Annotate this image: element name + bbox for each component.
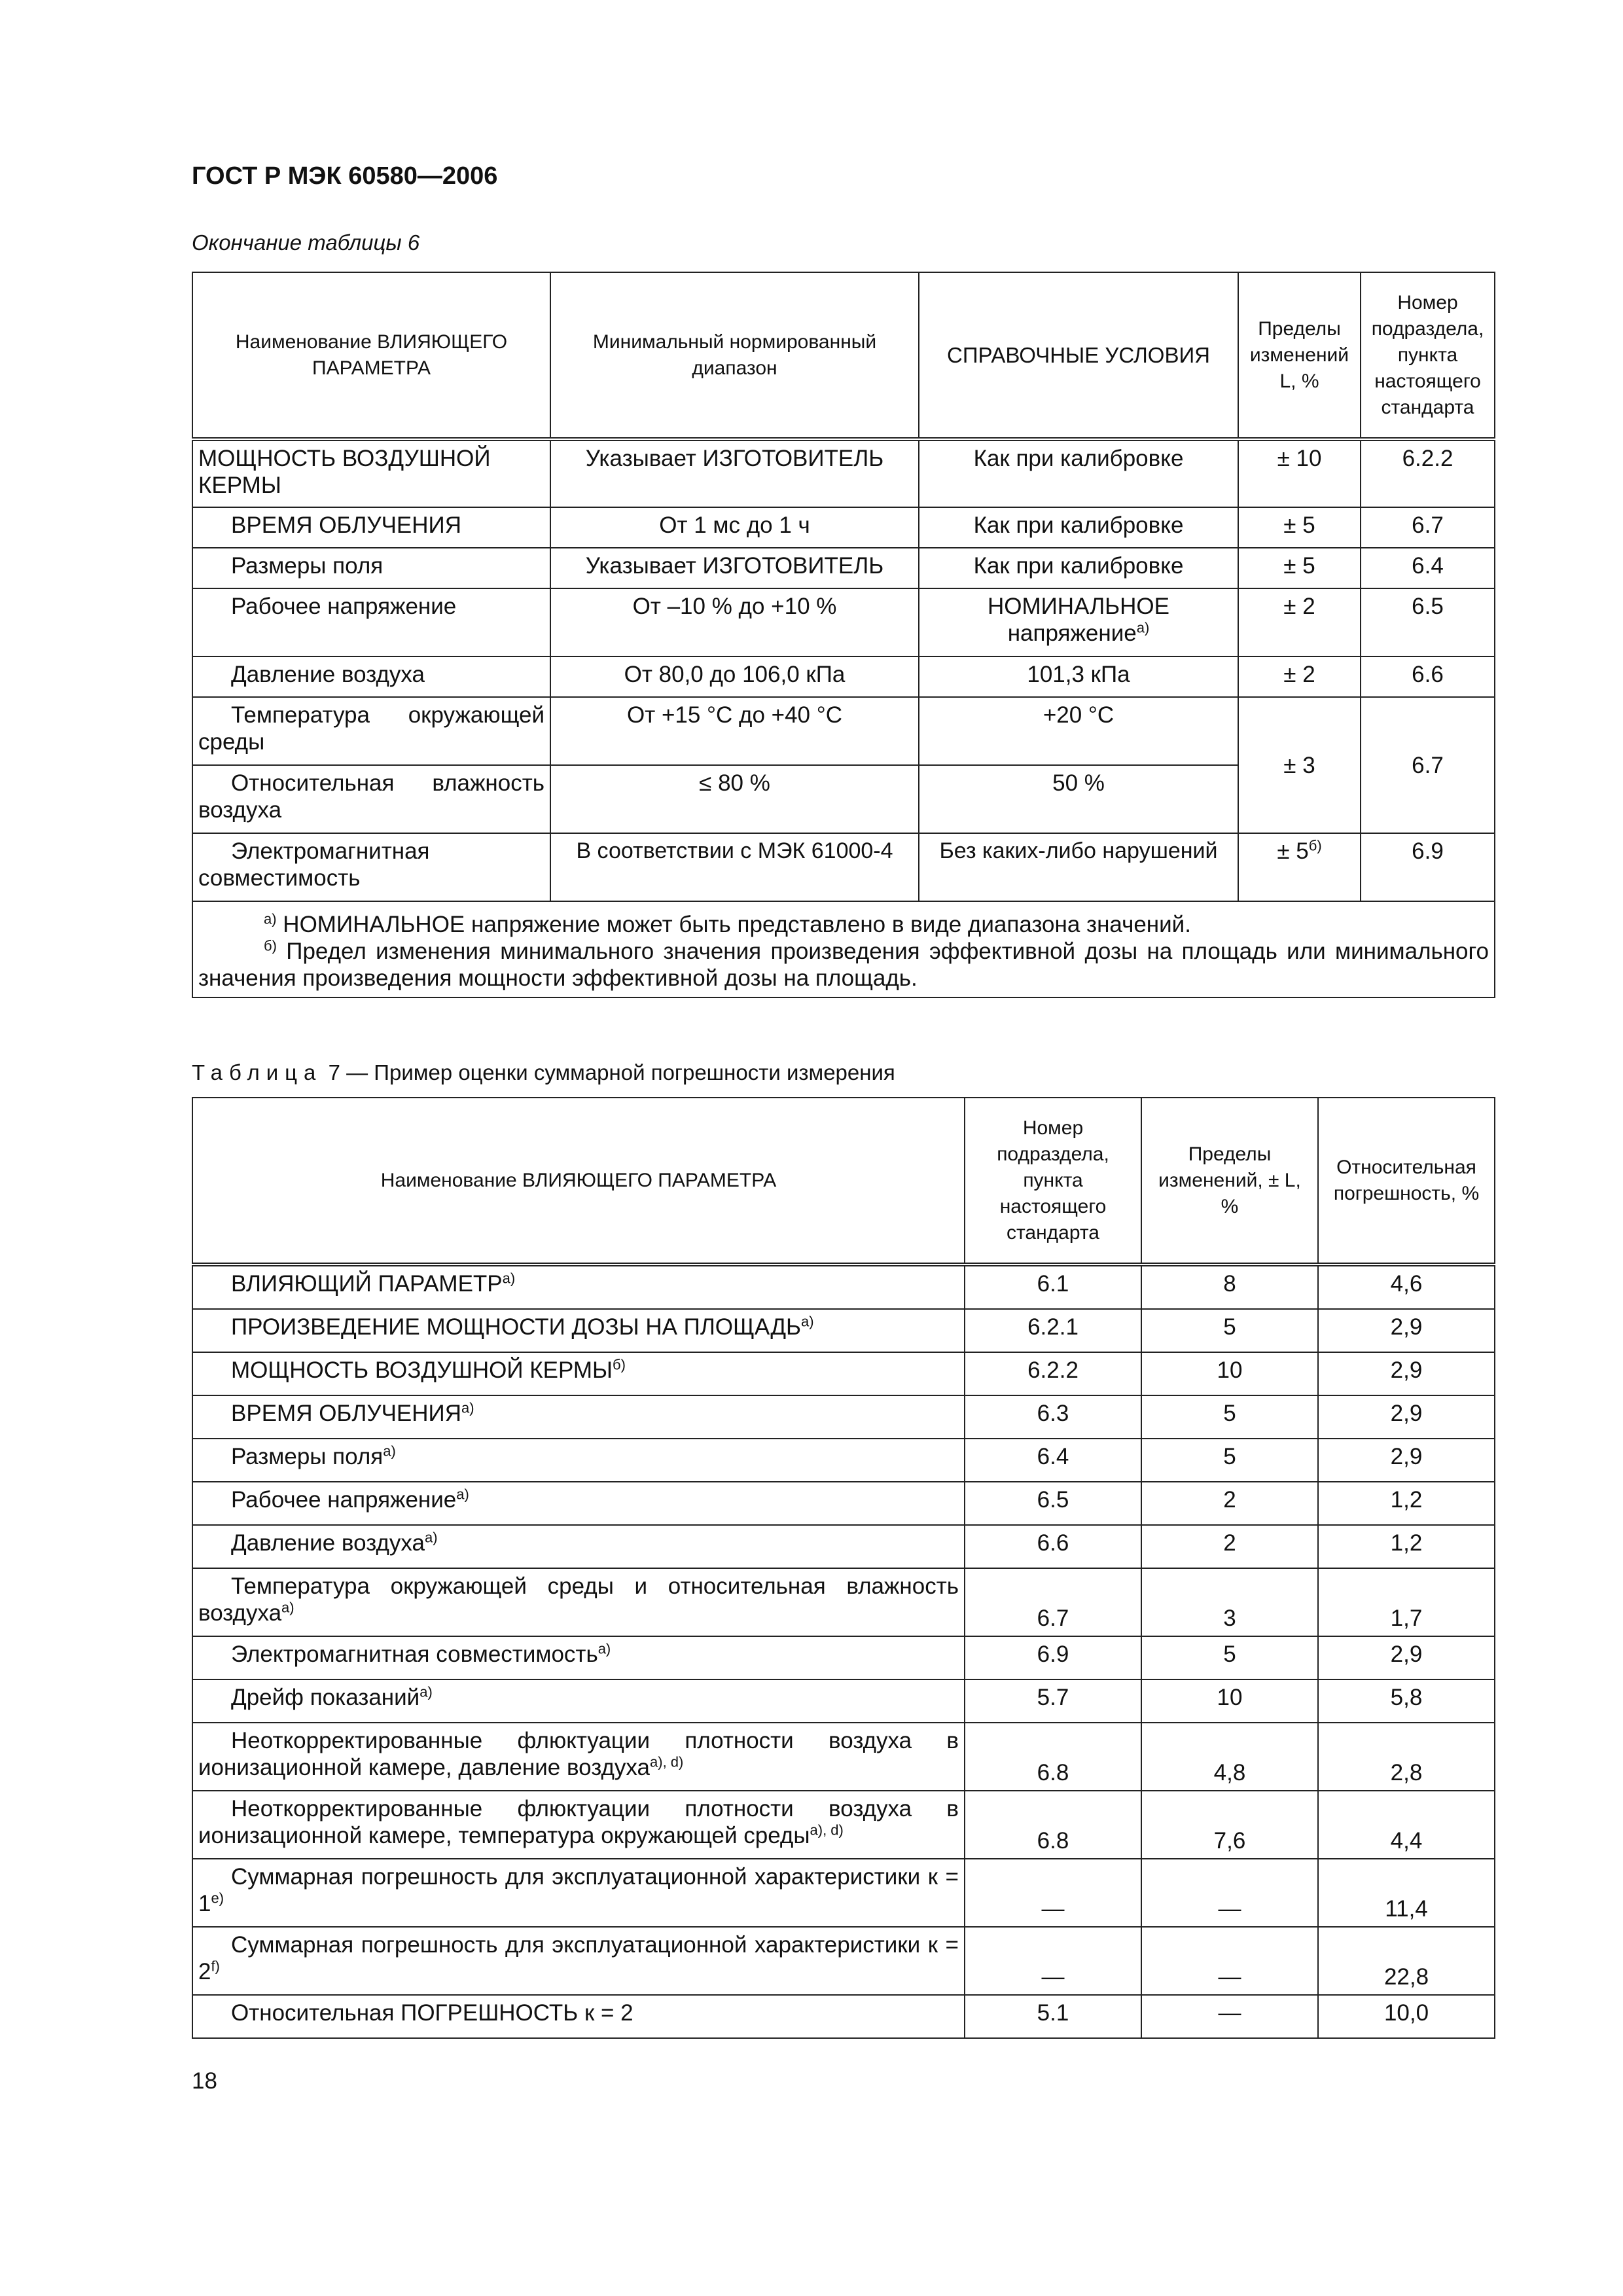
- t7-row-10-sup: a), d): [650, 1753, 684, 1770]
- t6-row-4-ref: 101,3 кПа: [919, 656, 1238, 697]
- t7-row-0-name-cell: [192, 1265, 965, 1309]
- t7-header-error: Относительная погрешность, %: [1318, 1098, 1495, 1265]
- t7-row-0-name: ВЛИЯЮЩИЙ ПАРАМЕТР: [231, 1271, 503, 1297]
- t7-row-13-limit: —: [1141, 1927, 1318, 1995]
- table-row: [192, 1352, 1495, 1395]
- t7-row-2-error: 2,9: [1318, 1352, 1495, 1395]
- document-title: ГОСТ Р МЭК 60580—2006: [192, 162, 498, 190]
- t7-row-9-error: 5,8: [1318, 1679, 1495, 1723]
- t6-row-3-name: Рабочее напряжение: [192, 588, 550, 656]
- table-row: [192, 1265, 1495, 1309]
- t7-row-8-error: 2,9: [1318, 1636, 1495, 1679]
- t7-row-6-error: 1,2: [1318, 1525, 1495, 1568]
- t6-row-2-name: Размеры поля: [192, 548, 550, 588]
- t7-row-5-name-cell: [192, 1482, 965, 1525]
- table-7: [192, 1097, 1495, 2039]
- t7-row-7-clause: 6.7: [965, 1568, 1141, 1636]
- t7-row-2-name-cell: [192, 1352, 965, 1395]
- t6-row-0-ref: Как при калибровке: [919, 439, 1238, 507]
- table-row: [192, 1309, 1495, 1352]
- table-row: [192, 1568, 1495, 1636]
- t7-row-0-limit: 8: [1141, 1265, 1318, 1309]
- t7-row-11-clause: 6.8: [965, 1791, 1141, 1859]
- table-row: [192, 1927, 1495, 1995]
- t7-row-6-name: Давление воздуха: [231, 1530, 425, 1556]
- table-row: [192, 1395, 1495, 1439]
- t7-row-11-error: 4,4: [1318, 1791, 1495, 1859]
- t6-row-3-ref: НОМИНАЛЬНОЕ напряжение: [988, 594, 1169, 646]
- t7-row-14-name: Относительная ПОГРЕШНОСТЬ к = 2: [231, 2000, 633, 2026]
- t7-row-8-limit: 5: [1141, 1636, 1318, 1679]
- t7-row-8-clause: 6.9: [965, 1636, 1141, 1679]
- table-row: [192, 1995, 1495, 2038]
- t7-row-4-name-cell: [192, 1439, 965, 1482]
- t7-row-3-clause: 6.3: [965, 1395, 1141, 1439]
- t7-row-7-sup: a): [281, 1599, 294, 1616]
- t7-row-1-clause: 6.2.1: [965, 1309, 1141, 1352]
- t7-row-6-limit: 2: [1141, 1525, 1318, 1568]
- t7-row-12-name: Суммарная погрешность для эксплуатационной характеристики к = 1: [198, 1864, 959, 1916]
- t6-row-4-limit: ± 2: [1238, 656, 1361, 697]
- table-row: [192, 1723, 1495, 1791]
- t6-row-6-name: Относительная влажность воздуха: [192, 765, 550, 833]
- t7-row-4-error: 2,9: [1318, 1439, 1495, 1482]
- t7-row-13-name-cell: [192, 1927, 965, 1995]
- table-row: [192, 1482, 1495, 1525]
- t6-row-5-name: Температура окружающей среды: [192, 697, 550, 765]
- t6-row-5-clause: 6.7: [1361, 697, 1495, 833]
- t6-note-a-text: НОМИНАЛЬНОЕ напряжение может быть представлено в виде диапазона значений.: [283, 912, 1191, 937]
- t6-row-3-ref-cell: [919, 588, 1238, 656]
- t6-row-2-clause: 6.4: [1361, 548, 1495, 588]
- t6-row-6-ref: 50 %: [919, 765, 1238, 833]
- t6-row-7-limit: ± 5: [1277, 838, 1309, 864]
- t7-row-9-sup: a): [419, 1683, 433, 1700]
- t7-row-5-sup: a): [456, 1486, 469, 1503]
- t7-row-13-sup: f): [211, 1958, 220, 1975]
- t7-row-13-clause: —: [965, 1927, 1141, 1995]
- t7-row-10-name-cell: [192, 1723, 965, 1791]
- table7-caption-rest: 7 — Пример оценки суммарной погрешности измерения: [328, 1060, 895, 1085]
- t7-row-14-error: 10,0: [1318, 1995, 1495, 2038]
- t7-header-limits: Пределы изменений, ± L, %: [1141, 1098, 1318, 1265]
- t7-row-8-sup: a): [597, 1640, 611, 1657]
- t6-note-b: [198, 938, 1489, 992]
- t7-row-12-name-cell: [192, 1859, 965, 1927]
- table6-caption: Окончание таблицы 6: [192, 230, 420, 255]
- t6-note-a: [198, 911, 1489, 938]
- t7-row-2-name: МОЩНОСТЬ ВОЗДУШНОЙ КЕРМЫ: [231, 1357, 613, 1383]
- t7-row-0-clause: 6.1: [965, 1265, 1141, 1309]
- t7-row-3-name-cell: [192, 1395, 965, 1439]
- t6-row-1-range: От 1 мс до 1 ч: [550, 507, 919, 548]
- t6-row-2-range: Указывает ИЗГОТОВИТЕЛЬ: [550, 548, 919, 588]
- table-row: [192, 1439, 1495, 1482]
- t7-row-10-clause: 6.8: [965, 1723, 1141, 1791]
- table-6: [192, 272, 1495, 998]
- table-row: [192, 1636, 1495, 1679]
- t6-header-reference: СПРАВОЧНЫЕ УСЛОВИЯ: [919, 272, 1238, 439]
- t7-row-4-sup: a): [383, 1443, 396, 1460]
- t6-row-5-range: От +15 °С до +40 °С: [550, 697, 919, 765]
- table-row: [192, 1791, 1495, 1859]
- t7-row-5-name: Рабочее напряжение: [231, 1487, 457, 1513]
- t7-header-parameter: Наименование ВЛИЯЮЩЕГО ПАРАМЕТРА: [192, 1098, 965, 1265]
- table-row: [192, 1679, 1495, 1723]
- t7-row-9-clause: 5.7: [965, 1679, 1141, 1723]
- t6-row-7-limit-sup: б): [1308, 837, 1322, 854]
- t7-row-11-name-cell: [192, 1791, 965, 1859]
- table-row: [192, 1859, 1495, 1927]
- t6-header-clause: Номер подраздела, пункта настоящего стандарта: [1361, 272, 1495, 439]
- t7-row-2-limit: 10: [1141, 1352, 1318, 1395]
- t7-row-11-limit: 7,6: [1141, 1791, 1318, 1859]
- t7-row-8-name: Электромагнитная совместимость: [231, 1641, 598, 1667]
- t6-note-b-mark: б): [264, 937, 277, 954]
- t6-row-7-limit-cell: [1238, 833, 1361, 901]
- t6-header-parameter: Наименование ВЛИЯЮЩЕГО ПАРАМЕТРА: [192, 272, 550, 439]
- t7-row-7-error: 1,7: [1318, 1568, 1495, 1636]
- t6-row-0-name: МОЩНОСТЬ ВОЗДУШНОЙ КЕРМЫ: [192, 439, 550, 507]
- t6-note-b-text: Предел изменения минимального значения произведения эффективной дозы на площадь или минимального значения произведения мощности эффективной дозы на площадь.: [198, 939, 1489, 991]
- t7-row-1-name-cell: [192, 1309, 965, 1352]
- t7-row-12-limit: —: [1141, 1859, 1318, 1927]
- t6-row-5-limit: ± 3: [1238, 697, 1361, 833]
- page-number: 18: [192, 2068, 217, 2094]
- t7-row-5-error: 1,2: [1318, 1482, 1495, 1525]
- t6-notes: [192, 901, 1495, 997]
- t6-row-2-limit: ± 5: [1238, 548, 1361, 588]
- t7-row-11-name: Неоткорректированные флюктуации плотности воздуха в ионизационной камере, температура окружающей среды: [198, 1796, 959, 1848]
- t6-row-0-clause: 6.2.2: [1361, 439, 1495, 507]
- t7-row-10-error: 2,8: [1318, 1723, 1495, 1791]
- t6-row-7-range: В соответствии с МЭК 61000-4: [550, 833, 919, 901]
- t6-row-6-range: ≤ 80 %: [550, 765, 919, 833]
- t6-header-range: Минимальный нормированный диапазон: [550, 272, 919, 439]
- t6-row-1-clause: 6.7: [1361, 507, 1495, 548]
- table-row: [192, 1525, 1495, 1568]
- t7-row-1-limit: 5: [1141, 1309, 1318, 1352]
- t7-row-12-sup: e): [211, 1890, 224, 1907]
- t6-row-3-range: От –10 % до +10 %: [550, 588, 919, 656]
- t6-row-3-limit: ± 2: [1238, 588, 1361, 656]
- t6-row-1-name: ВРЕМЯ ОБЛУЧЕНИЯ: [192, 507, 550, 548]
- t7-row-4-name: Размеры поля: [231, 1444, 383, 1469]
- t7-row-9-name: Дрейф показаний: [231, 1685, 420, 1710]
- t7-row-1-sup: a): [801, 1313, 814, 1330]
- t7-row-7-name-cell: [192, 1568, 965, 1636]
- table7-caption-word: Таблица: [192, 1060, 323, 1085]
- t6-row-1-limit: ± 5: [1238, 507, 1361, 548]
- t7-row-1-name: ПРОИЗВЕДЕНИЕ МОЩНОСТИ ДОЗЫ НА ПЛОЩАДЬ: [231, 1314, 802, 1340]
- t6-row-4-clause: 6.6: [1361, 656, 1495, 697]
- t7-body: [192, 1265, 1495, 2038]
- t6-row-0-range: Указывает ИЗГОТОВИТЕЛЬ: [550, 439, 919, 507]
- t7-row-0-error: 4,6: [1318, 1265, 1495, 1309]
- t7-row-12-error: 11,4: [1318, 1859, 1495, 1927]
- t6-row-1-ref: Как при калибровке: [919, 507, 1238, 548]
- t7-row-4-limit: 5: [1141, 1439, 1318, 1482]
- t6-row-3-ref-sup: a): [1136, 619, 1150, 636]
- t6-row-4-name: Давление воздуха: [192, 656, 550, 697]
- t7-row-5-limit: 2: [1141, 1482, 1318, 1525]
- t7-row-6-name-cell: [192, 1525, 965, 1568]
- t7-row-3-error: 2,9: [1318, 1395, 1495, 1439]
- t6-row-7-ref: Без каких-либо нарушений: [919, 833, 1238, 901]
- t7-row-0-sup: a): [502, 1270, 516, 1287]
- t6-row-5-ref: +20 °С: [919, 697, 1238, 765]
- t6-header-limits: [1238, 272, 1361, 439]
- t7-row-13-error: 22,8: [1318, 1927, 1495, 1995]
- t6-row-2-ref: Как при калибровке: [919, 548, 1238, 588]
- t6-row-0-limit: ± 10: [1238, 439, 1361, 507]
- t7-row-2-clause: 6.2.2: [965, 1352, 1141, 1395]
- t6-row-4-range: От 80,0 до 106,0 кПа: [550, 656, 919, 697]
- t7-row-8-name-cell: [192, 1636, 965, 1679]
- t7-row-2-sup: б): [613, 1356, 626, 1373]
- t7-row-3-name: ВРЕМЯ ОБЛУЧЕНИЯ: [231, 1401, 461, 1426]
- t7-row-6-sup: a): [424, 1529, 438, 1546]
- t7-header-clause: Номер подраздела, пункта настоящего стандарта: [965, 1098, 1141, 1265]
- t7-row-13-name: Суммарная погрешность для эксплуатационной характеристики к = 2: [198, 1932, 959, 1984]
- t7-row-10-limit: 4,8: [1141, 1723, 1318, 1791]
- t7-row-3-limit: 5: [1141, 1395, 1318, 1439]
- t7-row-14-limit: —: [1141, 1995, 1318, 2038]
- t7-row-9-limit: 10: [1141, 1679, 1318, 1723]
- t6-row-7-name: Электромагнитная совместимость: [192, 833, 550, 901]
- t7-row-6-clause: 6.6: [965, 1525, 1141, 1568]
- t7-row-3-sup: a): [461, 1399, 474, 1416]
- t7-row-9-name-cell: [192, 1679, 965, 1723]
- t6-row-3-clause: 6.5: [1361, 588, 1495, 656]
- t7-row-12-clause: —: [965, 1859, 1141, 1927]
- t6-header-limits-text: Пределы изменений L, %: [1249, 317, 1349, 392]
- t7-row-7-name: Температура окружающей среды и относительная влажность воздуха: [198, 1573, 959, 1626]
- t7-row-1-error: 2,9: [1318, 1309, 1495, 1352]
- t7-row-5-clause: 6.5: [965, 1482, 1141, 1525]
- t7-row-14-name-cell: [192, 1995, 965, 2038]
- t7-row-4-clause: 6.4: [965, 1439, 1141, 1482]
- t6-note-a-mark: a): [264, 910, 277, 927]
- table7-caption: [192, 1060, 895, 1085]
- t7-row-10-name: Неоткорректированные флюктуации плотности воздуха в ионизационной камере, давление воздуха: [198, 1728, 959, 1780]
- t6-row-7-clause: 6.9: [1361, 833, 1495, 901]
- t7-row-7-limit: 3: [1141, 1568, 1318, 1636]
- t7-row-14-clause: 5.1: [965, 1995, 1141, 2038]
- t7-row-11-sup: a), d): [810, 1821, 844, 1839]
